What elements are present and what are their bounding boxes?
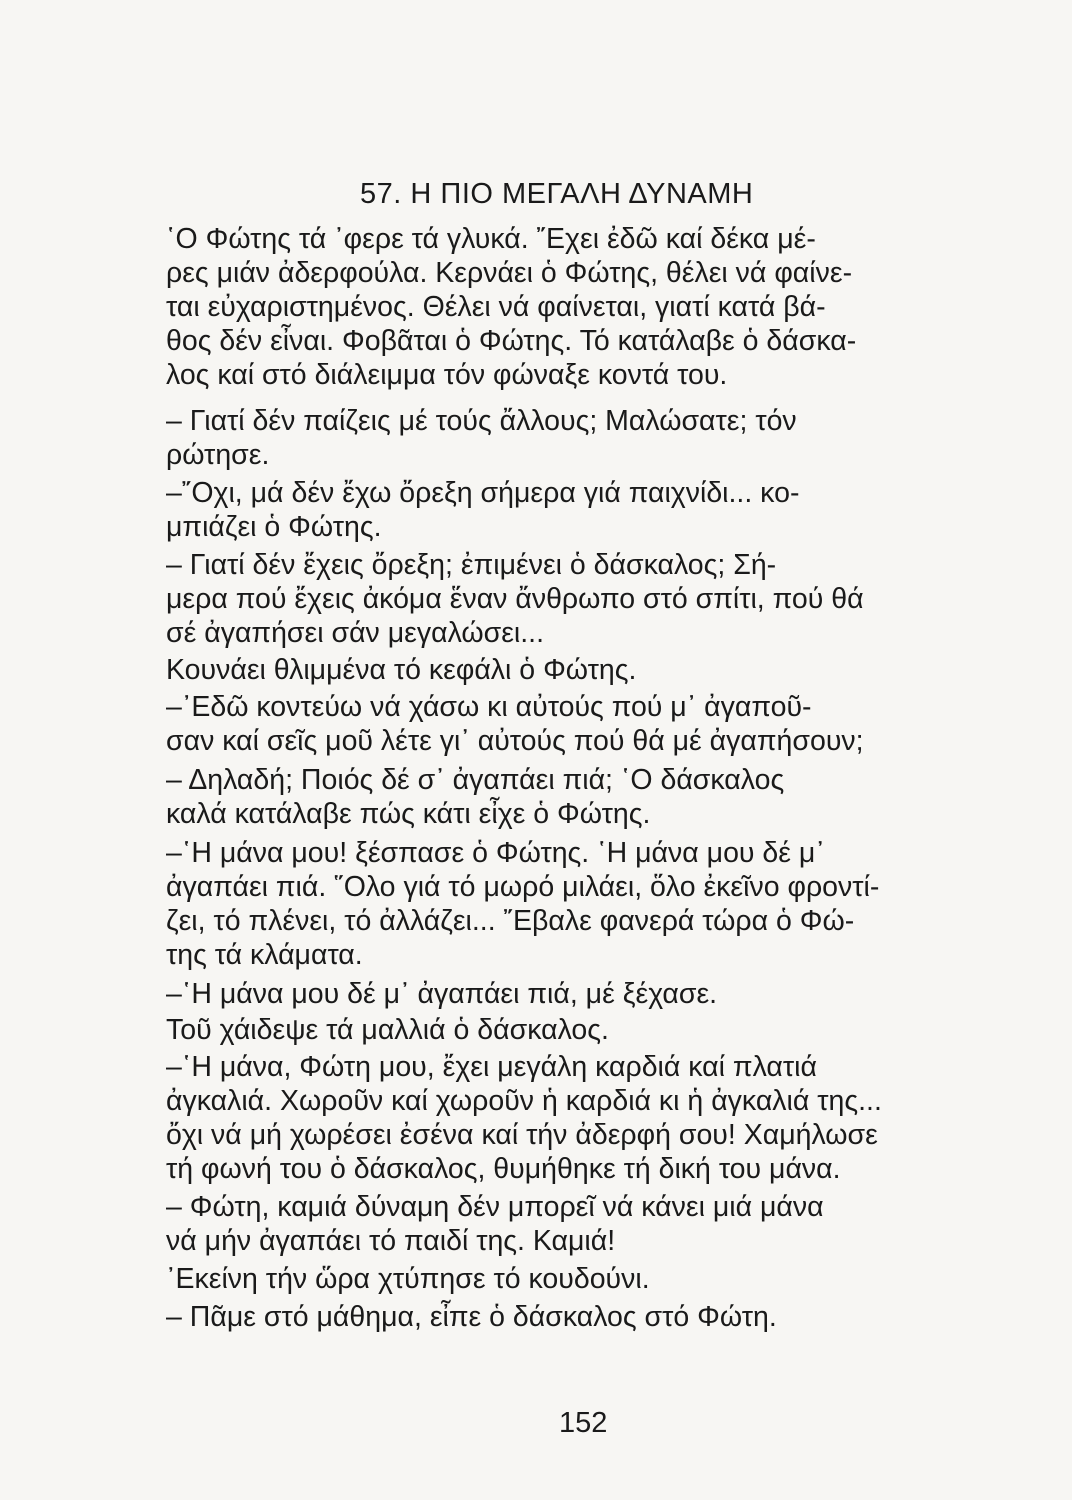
text-line: της τά κλάματα. <box>166 939 363 971</box>
text-line: –῾Η μάνα μου! ξέσπασε ὁ Φώτης. ῾Η μάνα μου δέ μ᾽ <box>166 837 825 869</box>
page-number: 152 <box>559 1407 608 1439</box>
text-line: ὄχι νά μή χωρέσει ἐσένα καί τήν ἀδερφή σου! Χαμήλωσε <box>166 1119 878 1151</box>
text-line: τή φωνή του ὁ δάσκαλος, θυμήθηκε τή δική του μάνα. <box>166 1153 841 1185</box>
text-line: σαν καί σεῖς μοῦ λέτε γι᾽ αὐτούς πού θά μέ ἀγαπήσουν; <box>166 725 864 757</box>
chapter-title: 57. Η ΠΙΟ ΜΕΓΑΛΗ ΔΥΝΑΜΗ <box>360 178 754 210</box>
text-line: καλά κατάλαβε πώς κάτι εἶχε ὁ Φώτης. <box>166 798 651 830</box>
text-line: Τοῦ χάιδεψε τά μαλλιά ὁ δάσκαλος. <box>166 1014 609 1046</box>
text-line: – Δηλαδή; Ποιός δέ σ᾽ ἀγαπάει πιά; ῾Ο δάσκαλος <box>166 764 785 796</box>
text-line: –῾Η μάνα μου δέ μ᾽ ἀγαπάει πιά, μέ ξέχασε. <box>166 978 718 1010</box>
text-line: ται εὐχαριστημένος. Θέλει νά φαίνεται, γιατί κατά βά- <box>166 291 826 323</box>
text-line: –῎Οχι, μά δέν ἔχω ὄρεξη σήμερα γιά παιχνίδι... κο- <box>166 477 800 509</box>
text-line: σέ ἀγαπήσει σάν μεγαλώσει... <box>166 617 545 649</box>
text-line: –῾Η μάνα, Φώτη μου, ἔχει μεγάλη καρδιά καί πλατιά <box>166 1051 817 1083</box>
text-line: ρώτησε. <box>166 439 270 471</box>
text-line: ἀγκαλιά. Χωροῦν καί χωροῦν ἡ καρδιά κι ἡ ἀγκαλιά της... <box>166 1085 882 1117</box>
text-line: νά μήν ἀγαπάει τό παιδί της. Καμιά! <box>166 1225 616 1257</box>
text-line: – Γιατί δέν ἔχεις ὄρεξη; ἐπιμένει ὁ δάσκαλος; Σή- <box>166 549 777 581</box>
text-line: μερα πού ἔχεις ἀκόμα ἕναν ἄνθρωπο στό σπίτι, πού θά <box>166 583 864 615</box>
text-line: μπιάζει ὁ Φώτης. <box>166 511 382 543</box>
text-line: ἀγαπάει πιά. ῞Ολο γιά τό μωρό μιλάει, ὅλο ἐκεῖνο φροντί- <box>166 871 880 903</box>
text-line: θος δέν εἶναι. Φοβᾶται ὁ Φώτης. Τό κατάλαβε ὁ δάσκα- <box>166 325 857 357</box>
text-line: ρες μιάν ἀδερφούλα. Κερνάει ὁ Φώτης, θέλει νά φαίνε- <box>166 257 853 289</box>
text-line: ῾Ο Φώτης τά ᾽φερε τά γλυκά. ῎Εχει ἐδῶ καί δέκα μέ- <box>166 223 816 255</box>
text-line: –᾽Εδῶ κοντεύω νά χάσω κι αὐτούς πού μ᾽ ἀγαποῦ- <box>166 691 812 723</box>
text-line: – Πᾶμε στό μάθημα, εἶπε ὁ δάσκαλος στό Φώτη. <box>166 1301 777 1333</box>
text-line: λος καί στό διάλειμμα τόν φώναξε κοντά του. <box>166 359 728 391</box>
text-line: ᾽Εκείνη τήν ὥρα χτύπησε τό κουδούνι. <box>166 1263 650 1295</box>
text-line: Κουνάει θλιμμένα τό κεφάλι ὁ Φώτης. <box>166 654 637 686</box>
text-line: – Γιατί δέν παίζεις μέ τούς ἄλλους; Μαλώσατε; τόν <box>166 405 797 437</box>
text-line: – Φώτη, καμιά δύναμη δέν μπορεῖ νά κάνει μιά μάνα <box>166 1191 824 1223</box>
text-line: ζει, τό πλένει, τό ἀλλάζει... ῎Εβαλε φανερά τώρα ὁ Φώ- <box>166 905 855 937</box>
